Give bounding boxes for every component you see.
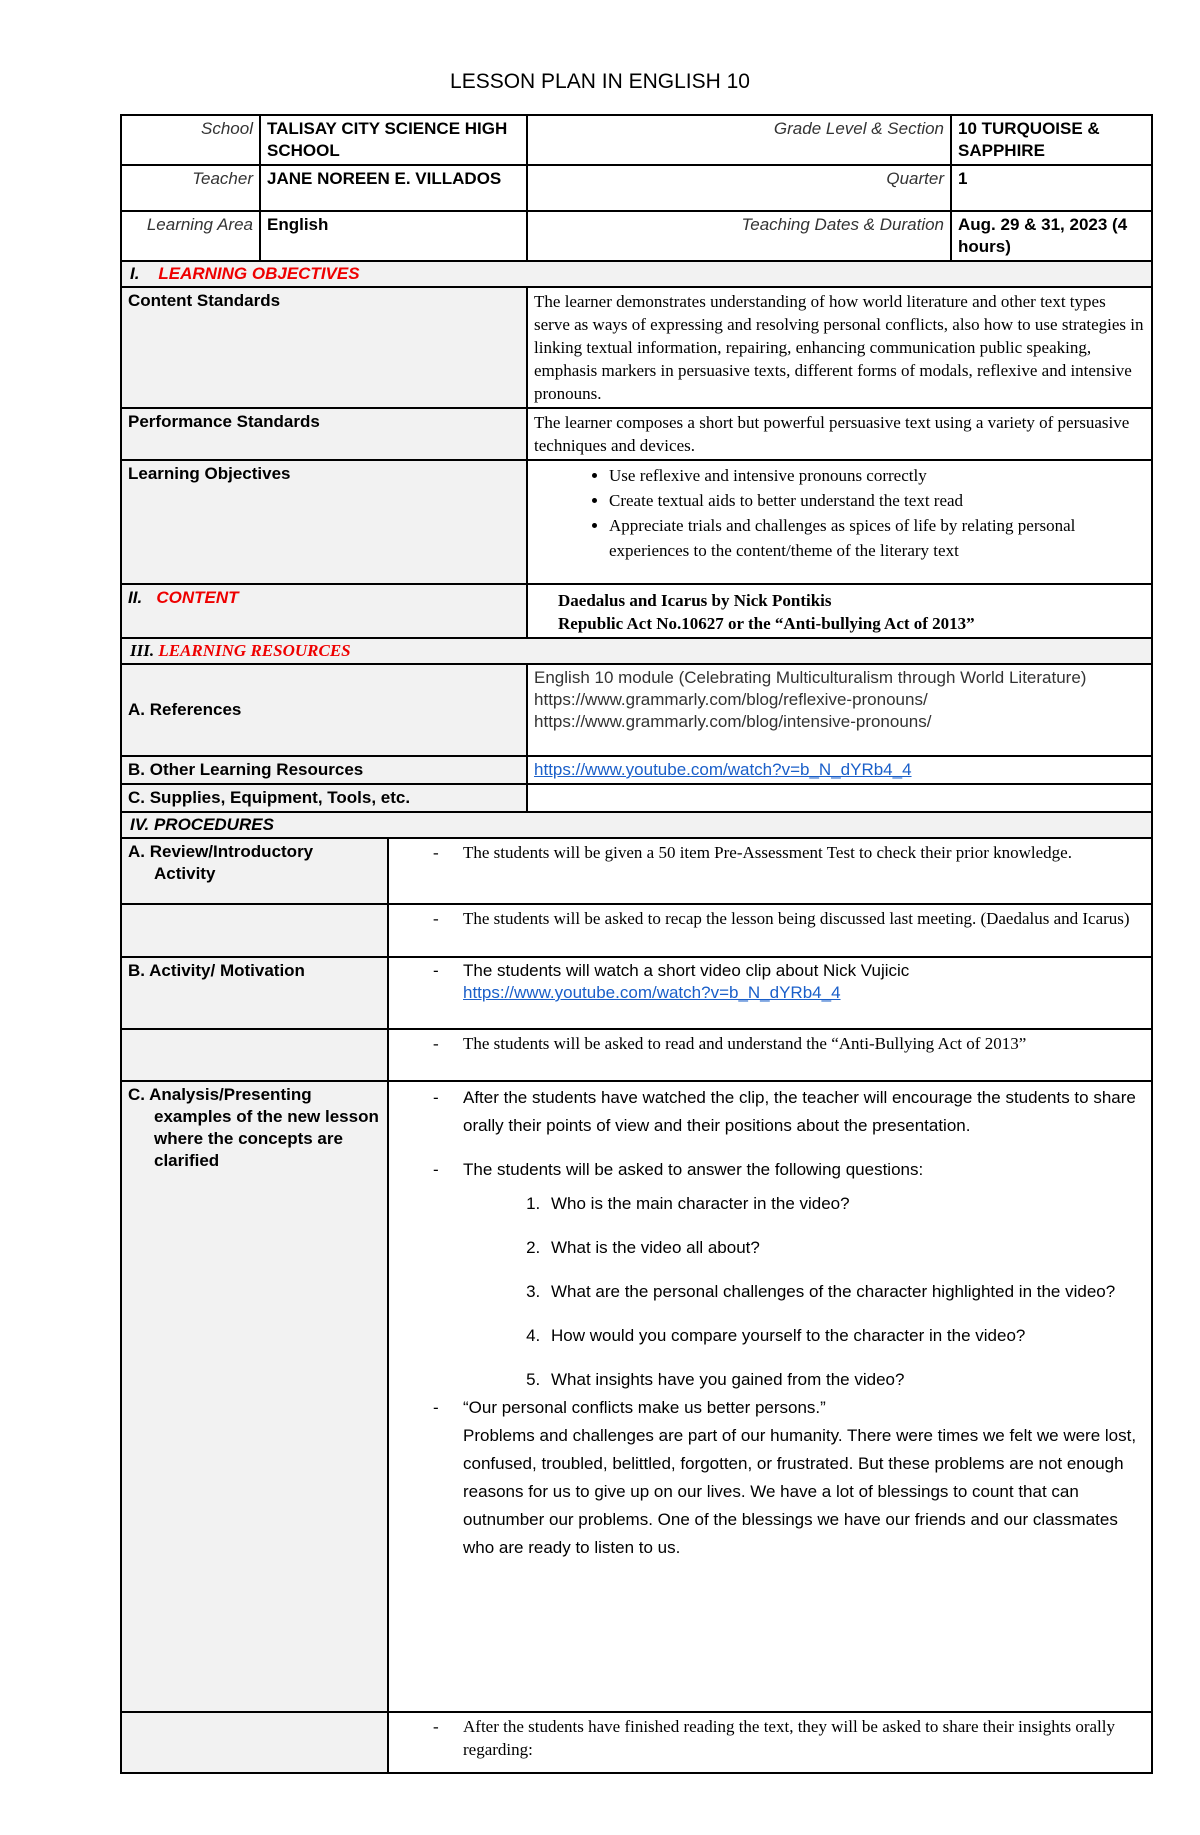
activity-item: The students will watch a short video clip about Nick Vujicic <box>463 961 910 980</box>
area-row <box>121 211 1152 261</box>
label-line: A. Review/Introductory <box>128 842 314 861</box>
grade-label: Grade Level & Section <box>527 115 951 165</box>
analysis-item: The students will be asked to answer the following questions: <box>463 1160 924 1179</box>
review-item: The students will be given a 50 item Pre-Assessment Test to check their prior knowledge. <box>463 843 1072 862</box>
learning-objectives-label: Learning Objectives <box>121 460 527 584</box>
activity-item: The students will be asked to read and understand the “Anti-Bullying Act of 2013” <box>463 1034 1027 1053</box>
review-label <box>121 838 388 904</box>
reference-item: https://www.grammarly.com/blog/intensive-pronouns/ <box>534 712 932 731</box>
analysis-paragraph: Problems and challenges are part of our humanity. There were times we felt we were lost, confused, troubled, belittled, forgotten, or frustrated. But these problems are not enough reasons for us to give up on our lives. We have a lot of blessings to count that can outnumber our problems. One of the blessings we have our friends and our classmates who are ready to listen to us. <box>463 1426 1137 1557</box>
section-number: II. <box>128 588 143 607</box>
dash: - <box>433 909 439 928</box>
empty-label <box>121 1712 388 1773</box>
quote: “Our personal conflicts make us better persons.” <box>463 1398 826 1417</box>
section-title: LEARNING OBJECTIVES <box>158 264 360 283</box>
dash: - <box>433 1088 439 1107</box>
content-line-2: Republic Act No.10627 or the “Anti-bullying Act of 2013” <box>558 614 975 633</box>
performance-standards-text: The learner composes a short but powerful persuasive text using a variety of persuasive techniques and devices. <box>527 408 1152 460</box>
other-resources-label: B. Other Learning Resources <box>121 756 527 784</box>
supplies-label: C. Supplies, Equipment, Tools, etc. <box>121 784 527 812</box>
reference-item: https://www.grammarly.com/blog/reflexive-pronouns/ <box>534 690 928 709</box>
dash: - <box>433 1398 439 1417</box>
teacher-value: JANE NOREEN E. VILLADOS <box>260 165 527 211</box>
questions-list <box>545 1190 1145 1394</box>
activity-label: B. Activity/ Motivation <box>121 957 388 1029</box>
dates-label: Teaching Dates & Duration <box>527 211 951 261</box>
empty-label <box>121 904 388 957</box>
content-standards-label: Content Standards <box>121 287 527 408</box>
list-item: • Use reflexive and intensive pronouns correctly <box>609 463 1145 488</box>
learning-objectives-list <box>534 463 1145 563</box>
dash: - <box>433 843 439 862</box>
dash: - <box>433 1034 439 1053</box>
label-line: examples of the new lesson where the concepts are clarified <box>154 1107 379 1170</box>
label-line: Activity <box>154 864 216 883</box>
grade-value: 10 TURQUOISE & SAPPHIRE <box>951 115 1152 165</box>
analysis-item: After the students have watched the clip, the teacher will encourage the students to share orally their points of view and their positions about the presentation. <box>463 1088 1136 1135</box>
list-item: • Create textual aids to better understand the text read <box>609 488 1145 513</box>
references-label: A. References <box>121 664 527 756</box>
content-standards-text: The learner demonstrates understanding of how world literature and other text types serve as ways of expressing and resolving personal conflicts, also how to use strategies in linking textual information, repairing, enhancing communication public speaking, emphasis markers in persuasive texts, different forms of modals, reflexive and intensive pronouns. <box>527 287 1152 408</box>
dates-value: Aug. 29 & 31, 2023 (4 hours) <box>951 211 1152 261</box>
teacher-label: Teacher <box>121 165 260 211</box>
analysis-item: After the students have finished reading the text, they will be asked to share their insights orally regarding: <box>463 1717 1115 1759</box>
performance-standards-label: Performance Standards <box>121 408 527 460</box>
question-item: 2. What is the video all about? <box>545 1234 1145 1262</box>
section-number: III. <box>130 641 155 660</box>
question-item: 1. Who is the main character in the video? <box>545 1190 1145 1218</box>
content-line-1: Daedalus and Icarus by Nick Pontikis <box>558 591 832 610</box>
section-title: CONTENT <box>156 588 239 607</box>
quarter-label: Quarter <box>527 165 951 211</box>
supplies-value <box>527 784 1152 812</box>
question-item: 4. How would you compare yourself to the character in the video? <box>545 1322 1145 1350</box>
video-link[interactable]: https://www.youtube.com/watch?v=b_N_dYRb4_4 <box>463 983 841 1002</box>
content-heading <box>121 584 527 638</box>
quarter-value: 1 <box>951 165 1152 211</box>
reference-item: English 10 module (Celebrating Multiculturalism through World Literature) <box>534 668 1087 687</box>
list-item: • Appreciate trials and challenges as spices of life by relating personal experiences to the content/theme of the literary text <box>609 513 1145 563</box>
procedures-heading: IV. PROCEDURES <box>121 812 1152 838</box>
question-item: 5. What insights have you gained from the video? <box>545 1366 1145 1394</box>
dash: - <box>433 1160 439 1179</box>
school-row <box>121 115 1152 165</box>
school-value: TALISAY CITY SCIENCE HIGH SCHOOL <box>260 115 527 165</box>
question-item: 3. What are the personal challenges of the character highlighted in the video? <box>545 1278 1145 1306</box>
empty-label <box>121 1029 388 1081</box>
page-title: LESSON PLAN IN ENGLISH 10 <box>450 70 750 93</box>
dash: - <box>433 1717 439 1736</box>
resources-heading <box>121 638 1152 664</box>
label-line: C. Analysis/Presenting <box>128 1085 312 1104</box>
objectives-heading <box>121 261 1152 287</box>
teacher-row <box>121 165 1152 211</box>
section-number: I. <box>130 264 140 283</box>
area-value: English <box>260 211 527 261</box>
analysis-label <box>121 1081 388 1712</box>
review-item: The students will be asked to recap the lesson being discussed last meeting. (Daedalus and Icarus) <box>463 909 1130 928</box>
area-label: Learning Area <box>121 211 260 261</box>
dash: - <box>433 961 439 980</box>
lesson-plan-table <box>120 114 1153 1774</box>
youtube-link[interactable]: https://www.youtube.com/watch?v=b_N_dYRb4_4 <box>534 760 912 779</box>
section-title: LEARNING RESOURCES <box>158 641 351 660</box>
school-label: School <box>121 115 260 165</box>
